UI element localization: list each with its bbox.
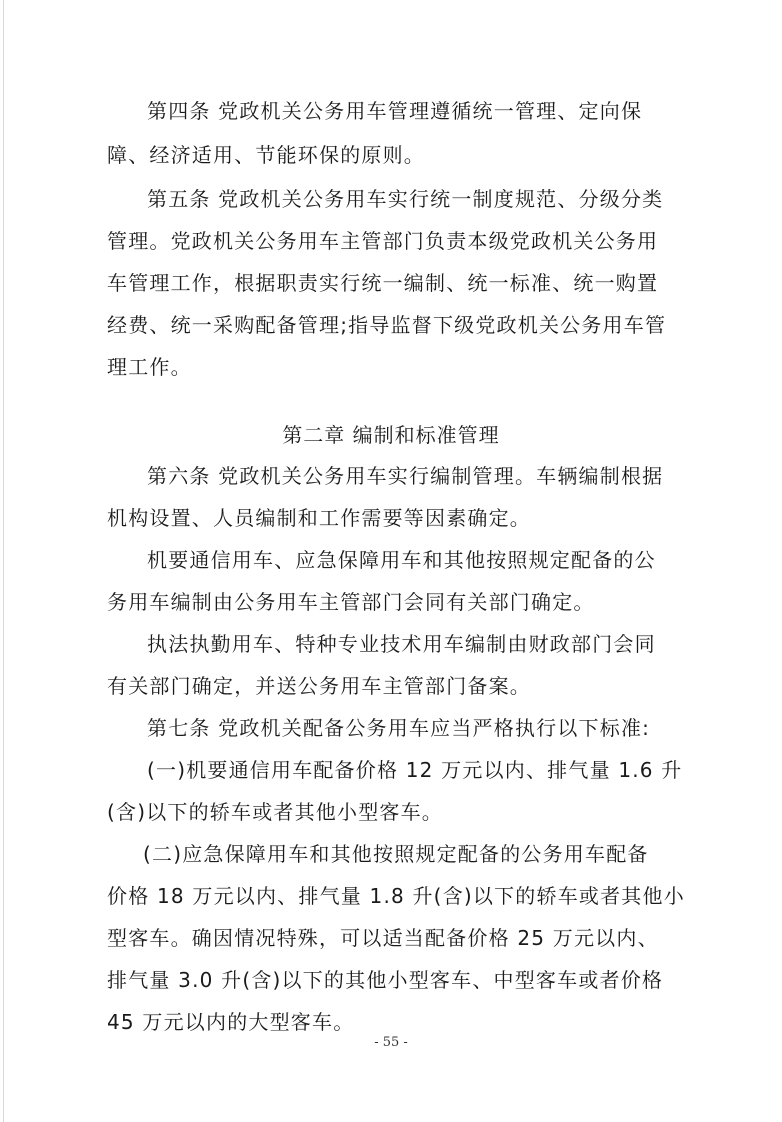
article-6-line-1: 第六条 党政机关公务用车实行编制管理。车辆编制根据 bbox=[147, 464, 664, 488]
paragraph-line: 有关部门确定，并送公务用车主管部门备案。 bbox=[107, 674, 531, 698]
item-2-line-5: 45 万元以内的大型客车。 bbox=[107, 1010, 355, 1034]
item-2-line-4: 排气量 3.0 升(含)以下的其他小型客车、中型客车或者价格 bbox=[107, 968, 664, 992]
item-1-line-2: (含)以下的轿车或者其他小型客车。 bbox=[107, 800, 444, 824]
article-5-line-4: 经费、统一采购配备管理;指导监督下级党政机关公务用车管 bbox=[107, 313, 667, 337]
article-5-line-1: 第五条 党政机关公务用车实行统一制度规范、分级分类 bbox=[147, 187, 664, 211]
item-2-line-3: 型客车。确因情况特殊，可以适当配备价格 25 万元以内、 bbox=[107, 926, 659, 950]
article-4-line-1: 第四条 党政机关公务用车管理遵循统一管理、定向保 bbox=[147, 99, 643, 123]
article-4-line-2: 障、经济适用、节能环保的原则。 bbox=[107, 143, 425, 167]
article-6-line-2: 机构设置、人员编制和工作需要等因素确定。 bbox=[107, 506, 531, 530]
item-1-line-1: (一)机要通信用车配备价格 12 万元以内、排气量 1.6 升 bbox=[147, 758, 683, 782]
page-number: - 55 - bbox=[374, 1035, 408, 1050]
item-2-line-2: 价格 18 万元以内、排气量 1.8 升(含)以下的轿车或者其他小 bbox=[107, 884, 685, 908]
paragraph-line: 务用车编制由公务用车主管部门会同有关部门确定。 bbox=[107, 590, 595, 614]
item-2-line-1: (二)应急保障用车和其他按照规定配备的公务用车配备 bbox=[143, 842, 649, 866]
scan-edge bbox=[3, 0, 4, 1122]
paragraph-line: 机要通信用车、应急保障用车和其他按照规定配备的公 bbox=[147, 548, 656, 572]
paragraph-line: 执法执勤用车、特种专业技术用车编制由财政部门会同 bbox=[147, 632, 656, 656]
article-5-line-3: 车管理工作，根据职责实行统一编制、统一标准、统一购置 bbox=[107, 271, 659, 295]
chapter-heading: 第二章 编制和标准管理 bbox=[282, 423, 500, 447]
article-5-line-2: 管理。党政机关公务用车主管部门负责本级党政机关公务用 bbox=[107, 229, 659, 253]
article-5-line-5: 理工作。 bbox=[107, 355, 192, 379]
article-7-line-1: 第七条 党政机关配备公务用车应当严格执行以下标准: bbox=[147, 716, 651, 740]
